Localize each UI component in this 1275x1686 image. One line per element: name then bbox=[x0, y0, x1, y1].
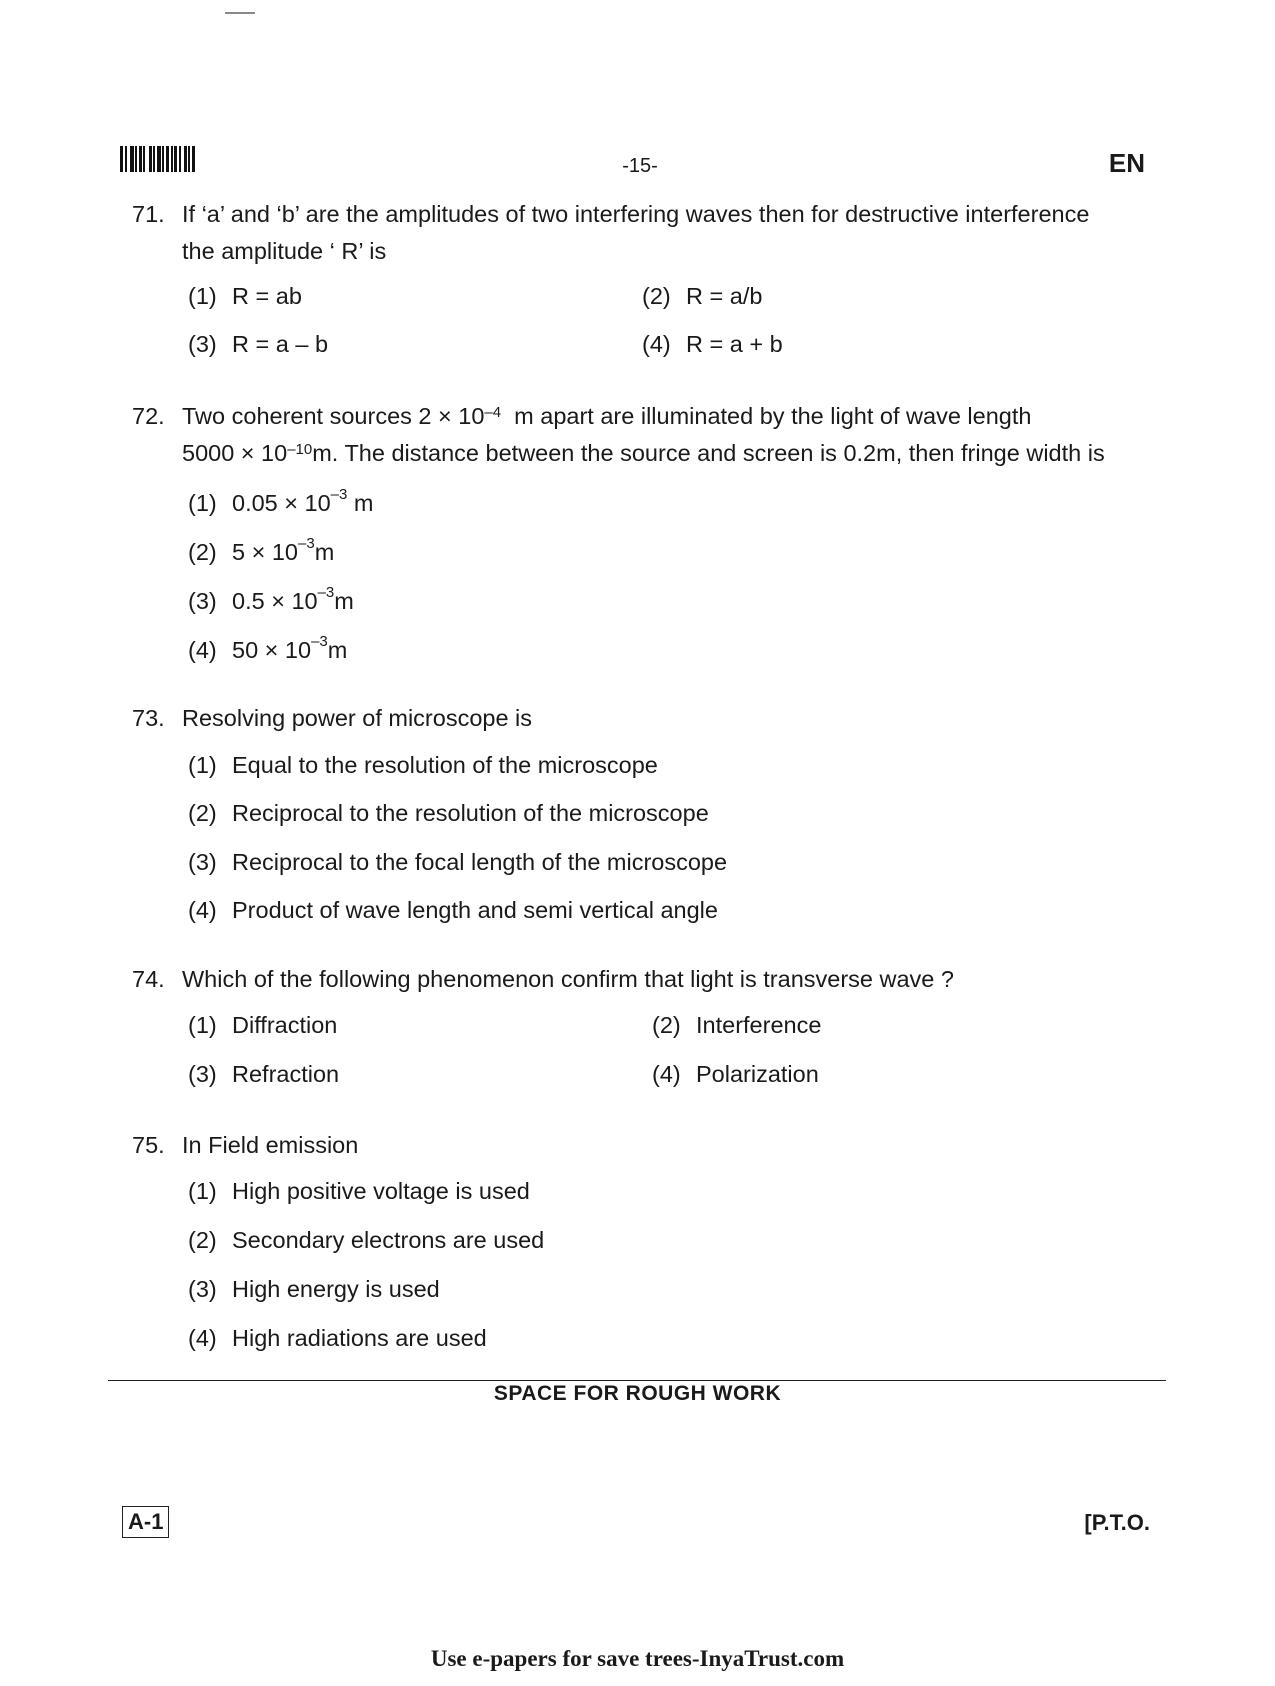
question-text: If ‘a’ and ‘b’ are the amplitudes of two interfering waves then for destructive interference bbox=[182, 201, 1090, 227]
please-turn-over: [P.T.O. bbox=[1084, 1510, 1150, 1535]
question-number: 72. bbox=[132, 403, 165, 429]
page-number: -15- bbox=[622, 155, 658, 177]
option-75-4: (4) High radiations are used bbox=[188, 1325, 487, 1351]
divider-rule bbox=[108, 1380, 1166, 1381]
footer-watermark: Use e-papers for save trees-InyaTrust.com bbox=[430, 1646, 845, 1671]
question-text: Which of the following phenomenon confirm that light is transverse wave ? bbox=[182, 966, 954, 992]
option-72-2: (2) $5 \times 10^{-3}m$ bbox=[188, 535, 335, 565]
question-74 bbox=[132, 961, 1142, 998]
option-72-1: (1) $0.05 \times 10^{-3}$ m bbox=[188, 486, 374, 516]
option-75-3: (3) High energy is used bbox=[188, 1276, 440, 1302]
paper-code-box: A-1 bbox=[122, 1506, 169, 1538]
option-73-3: (3) Reciprocal to the focal length of the microscope bbox=[188, 849, 728, 875]
option-73-1: (1) Equal to the resolution of the microscope bbox=[188, 752, 658, 778]
question-text: Resolving power of microscope is bbox=[182, 705, 533, 731]
language-code: EN bbox=[1108, 148, 1145, 178]
question-75 bbox=[132, 1127, 1142, 1164]
question-71 bbox=[132, 196, 1142, 270]
option-75-2: (2) Secondary electrons are used bbox=[188, 1227, 545, 1253]
question-number: 71. bbox=[132, 201, 165, 227]
option-71-2: (2) R = a/b bbox=[642, 283, 763, 309]
option-74-4: (4) Polarization bbox=[652, 1061, 819, 1087]
question-text-cont: the amplitude ‘ R’ is bbox=[182, 238, 387, 264]
option-71-3: (3) R = a – b bbox=[188, 331, 329, 357]
option-72-3: (3) $0.5 \times 10^{-3}m$ bbox=[188, 584, 354, 614]
question-number: 75. bbox=[132, 1132, 165, 1158]
scan-speck bbox=[225, 12, 255, 14]
option-74-3: (3) Refraction bbox=[188, 1061, 340, 1087]
barcode bbox=[120, 146, 212, 172]
option-75-1: (1) High positive voltage is used bbox=[188, 1178, 530, 1204]
option-71-4: (4) R = a + b bbox=[642, 331, 783, 357]
option-71-1: (1) R = ab bbox=[188, 283, 302, 309]
option-74-1: (1) Diffraction bbox=[188, 1012, 338, 1038]
question-72: 72. Two coherent sources $2 \times 10^{-4}$ m apart are illuminated by the light of wave length $5000 \times 10^{-10}m$. The distance between the source and screen is 0.2m, then fringe width is bbox=[132, 398, 1142, 472]
rough-work-heading: SPACE FOR ROUGH WORK bbox=[493, 1382, 782, 1405]
option-72-4: (4) $50 \times 10^{-3}m$ bbox=[188, 633, 348, 663]
option-73-2: (2) Reciprocal to the resolution of the microscope bbox=[188, 800, 709, 826]
question-73 bbox=[132, 700, 1142, 737]
question-text: In Field emission bbox=[182, 1132, 359, 1158]
question-number: 74. bbox=[132, 966, 165, 992]
option-73-4: (4) Product of wave length and semi vertical angle bbox=[188, 897, 718, 923]
question-number: 73. bbox=[132, 705, 165, 731]
option-74-2: (2) Interference bbox=[652, 1012, 822, 1038]
